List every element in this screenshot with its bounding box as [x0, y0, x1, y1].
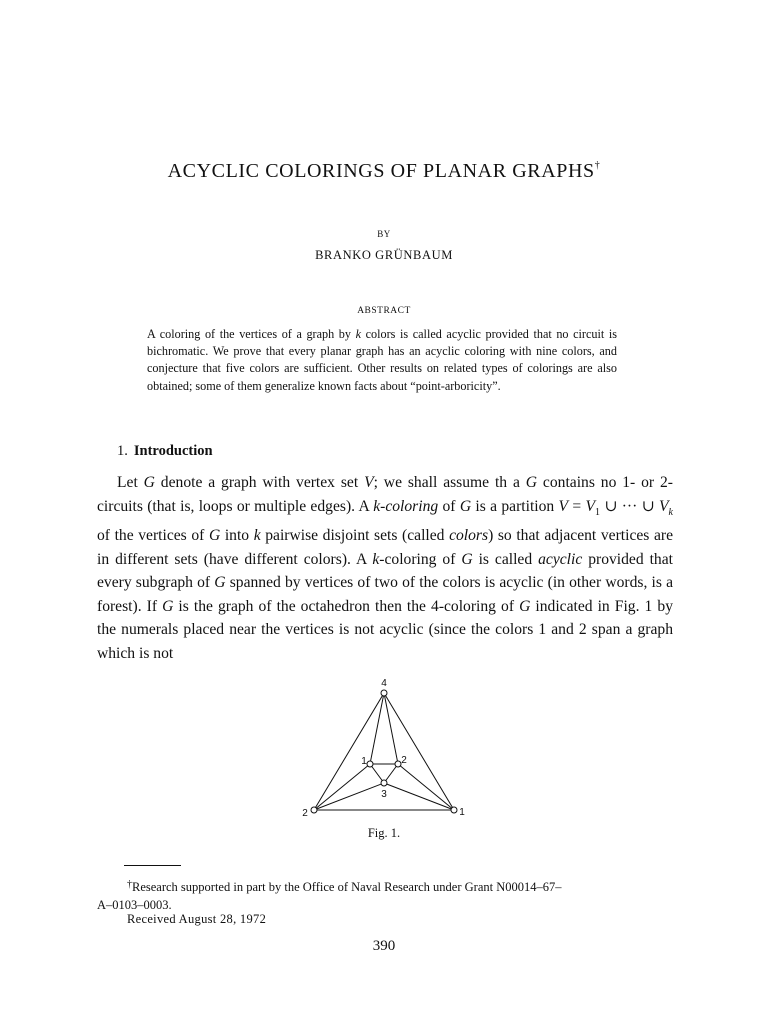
graph-edge — [370, 764, 384, 783]
graph-vertex — [381, 690, 387, 696]
graph-vertex — [395, 761, 401, 767]
graph-edge — [314, 693, 384, 810]
graph-vertex — [367, 761, 373, 767]
octahedron-graph — [296, 676, 472, 826]
vertex-label: 3 — [381, 789, 387, 800]
graph-edge — [384, 693, 454, 810]
footnote — [97, 876, 673, 914]
graph-edge — [384, 783, 454, 810]
graph-edge — [370, 693, 384, 764]
octahedron-figure — [296, 676, 472, 826]
footnote-mark: † — [127, 879, 132, 890]
section-heading — [117, 443, 213, 460]
graph-edge — [314, 783, 384, 810]
author-name: BRANKO GRÜNBAUM — [315, 248, 453, 262]
graph-edge — [398, 764, 454, 810]
abstract-text: A coloring of the vertices of a graph by k colors is called acyclic provided that no circuit is bichromatic. We prove that every planar graph has an acyclic coloring with nine colors, and conjecture that five colors are sufficient. Other results on related types of colorings are also obtained; some of them generalize known facts about “point-arboricity”. — [147, 327, 617, 393]
footnote-text-cont: A–0103–0003. — [97, 898, 172, 912]
footnote-text: Research supported in part by the Office of Naval Research under Grant N00014–67– — [132, 880, 562, 894]
paper-title — [0, 160, 768, 183]
vertex-label: 1 — [459, 807, 465, 818]
footnote-divider — [124, 865, 181, 866]
graph-vertex — [381, 780, 387, 786]
graph-edge — [384, 693, 398, 764]
vertex-label: 2 — [401, 755, 407, 766]
vertex-label: 4 — [381, 678, 387, 689]
graph-edge — [314, 764, 370, 810]
vertex-label: 1 — [361, 756, 367, 767]
graph-vertex — [451, 807, 457, 813]
graph-vertex — [311, 807, 317, 813]
section-title: Introduction — [133, 443, 213, 459]
abstract-heading: ABSTRACT — [357, 306, 411, 316]
title-footnote-mark: † — [594, 160, 601, 171]
paper-title-text: ACYCLIC COLORINGS OF PLANAR GRAPHS — [167, 160, 595, 182]
page-number: 390 — [372, 938, 396, 954]
vertex-label: 2 — [302, 808, 308, 819]
section-number: 1. — [117, 443, 128, 459]
body-paragraph: Let G denote a graph with vertex set V; we shall assume th a G contains no 1- or 2-circuits (that is, loops or multiple edges). A k-coloring of G is a partition $V = V_1$ ∪ ··· ∪ $V_k$ of the vertices of G into k pairwise disjoint sets (called colors) so that adjacent vertices are in different sets (have different colors). A k-coloring of G is called acyclic provided that every subgraph of G spanned by vertices of two of the colors is acyclic (in other words, is a forest). If G is the graph of the octahedron then the 4-coloring of G indicated in Fig. 1 by the numerals placed near the vertices is not acyclic (since the colors 1 and 2 span a graph which is not — [97, 474, 674, 662]
received-date: Received August 28, 1972 — [127, 912, 267, 926]
figure-caption: Fig. 1. — [367, 826, 401, 840]
byline-by: BY — [377, 229, 391, 239]
graph-edge — [384, 764, 398, 783]
